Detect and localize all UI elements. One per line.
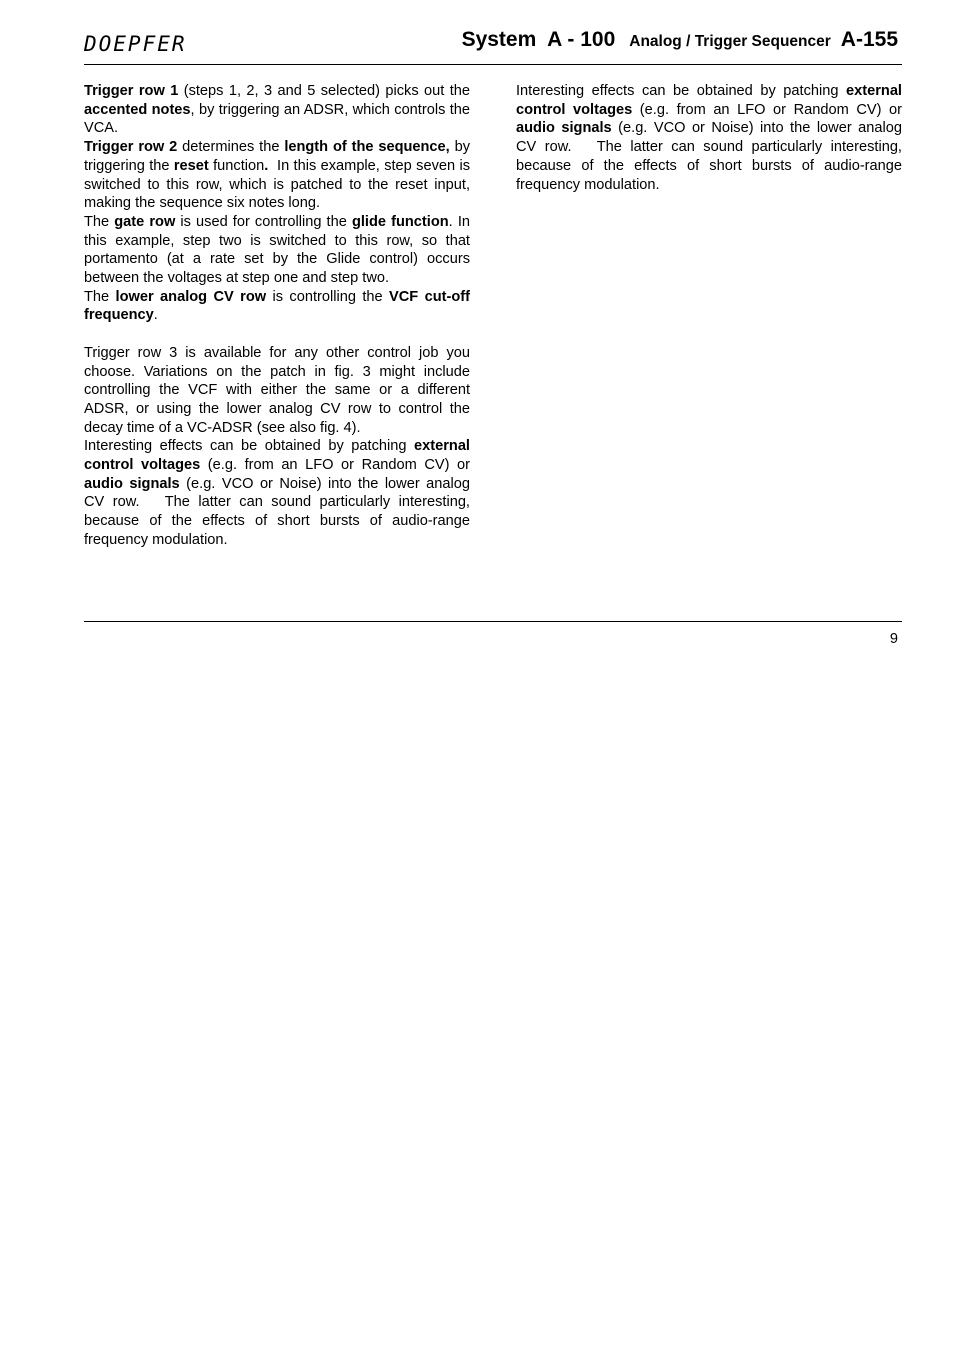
- text: (e.g. VCO or Noise) into the lower analog CV row. The latter can sound particularly interesting, because of the effects of short bursts of audio-range frequency modulation.: [84, 475, 475, 548]
- text: by triggering the: [84, 139, 470, 174]
- term-external-control-voltages: external control voltages: [516, 83, 902, 118]
- paragraph-interesting-effects: [516, 82, 907, 194]
- text: In this example, step seven is switched to this row, which is patched to the reset input, making the sequence six notes long.: [84, 157, 475, 212]
- text: is used for controlling the: [175, 213, 352, 230]
- text: . In this example, step two is switched to this row, so that portamento (at a rate set by the Glide control) occurs between the voltages at step one and step two.: [84, 213, 470, 287]
- term-accented-notes: accented notes: [84, 101, 191, 118]
- module-subtitle: Analog / Trigger Sequencer: [629, 33, 831, 50]
- text: (e.g. VCO or Noise) into the lower analog CV row. The latter can sound particularly interesting, because of the effects of short bursts of audio-range frequency modulation.: [516, 120, 907, 193]
- text: .: [264, 157, 269, 174]
- term-audio-signals: audio signals: [84, 475, 180, 492]
- text: is controlling the: [266, 288, 390, 305]
- text: Interesting effects can be obtained by patching: [516, 83, 847, 99]
- left-column: [84, 82, 475, 550]
- paragraph-trigger-row-1: [84, 82, 470, 138]
- paragraph-trigger-row-2: [84, 138, 475, 213]
- term-vcf-cutoff: VCF cut-off frequency: [84, 288, 470, 324]
- text: function: [208, 157, 265, 174]
- paragraph-trigger-row-3: Trigger row 3 is available for any other control job you choose. Variations on the patch in fig. 3 might include controlling the VCF with either the same or a different ADSR, or using the lower analog CV row to control the decay time of a VC-ADSR (see also fig. 4).: [84, 344, 470, 436]
- doepfer-logo: DOEPFER: [84, 32, 187, 56]
- term-reset: reset: [173, 157, 209, 174]
- text: (e.g. from an LFO or Random CV) or: [200, 457, 470, 474]
- text: The: [84, 288, 116, 305]
- paragraph-interesting-effects: [84, 437, 475, 549]
- system-title: System A - 100: [461, 28, 616, 51]
- footer-divider: [84, 621, 902, 622]
- text: .: [153, 307, 158, 324]
- term-gate-row: gate row: [114, 213, 176, 230]
- term-lower-analog-cv-row: lower analog CV row: [115, 288, 267, 305]
- text: The: [84, 213, 115, 230]
- page-number: 9: [889, 631, 898, 647]
- right-column: [516, 82, 907, 194]
- term-glide-function: glide function: [351, 213, 449, 230]
- term-audio-signals: audio signals: [516, 120, 612, 137]
- term-external-control-voltages: external control voltages: [84, 438, 470, 474]
- term-trigger-row-2: Trigger row 2: [84, 139, 178, 156]
- term-length-of-sequence: length of the sequence,: [284, 139, 450, 156]
- page-header: [84, 26, 902, 65]
- text: (e.g. from an LFO or Random CV) or: [632, 101, 902, 118]
- term-trigger-row-1: Trigger row 1: [84, 83, 179, 99]
- text: (steps 1, 2, 3 and 5 selected) picks out the: [178, 83, 470, 99]
- text: Interesting effects can be obtained by patching: [84, 438, 415, 455]
- module-code: A-155: [840, 28, 898, 51]
- header-title: [462, 28, 898, 52]
- paragraph-gate-row: [84, 213, 470, 288]
- paragraph-lower-cv-row: [84, 288, 470, 325]
- text: , by triggering an ADSR, which controls the VCA.: [84, 101, 471, 137]
- text: determines the: [177, 139, 285, 156]
